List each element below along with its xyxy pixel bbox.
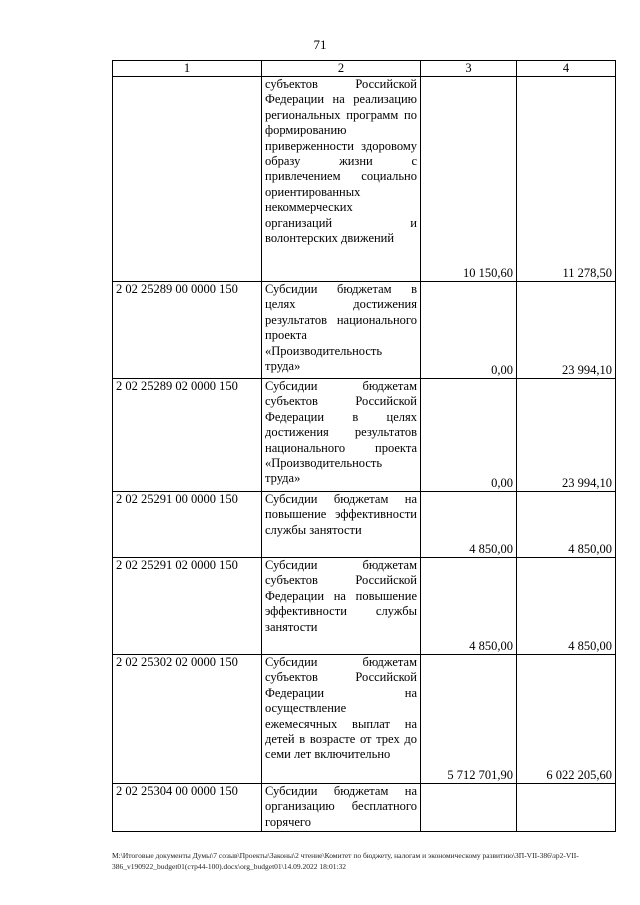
budget-code: 2 02 25304 00 0000 150 [113, 784, 262, 832]
row-description: субъектов Российской Федерации на реализацию региональных программ по формированию приверженности здоровому образу жизни с привлечением социально ориентированных некоммерческих организаций и волонтерских движений [262, 77, 421, 282]
amount-col4: 6 022 205,60 [517, 655, 616, 784]
column-header: 1 [113, 61, 262, 77]
amount-col3 [421, 784, 517, 832]
header-row [113, 61, 616, 77]
amount-col3: 5 712 701,90 [421, 655, 517, 784]
table-row [113, 492, 616, 558]
budget-code: 2 02 25289 02 0000 150 [113, 379, 262, 492]
row-description: Субсидии бюджетам на организацию бесплатного горячего [262, 784, 421, 832]
amount-col3: 4 850,00 [421, 558, 517, 655]
budget-table [112, 60, 616, 832]
budget-code: 2 02 25289 00 0000 150 [113, 282, 262, 379]
amount-col4: 4 850,00 [517, 558, 616, 655]
amount-col4: 23 994,10 [517, 379, 616, 492]
amount-col3: 4 850,00 [421, 492, 517, 558]
amount-col3: 0,00 [421, 282, 517, 379]
amount-col4: 11 278,50 [517, 77, 616, 282]
amount-col4: 4 850,00 [517, 492, 616, 558]
budget-code: 2 02 25291 00 0000 150 [113, 492, 262, 558]
row-description: Субсидии бюджетам в целях достижения результатов национального проекта «Производительность труда» [262, 282, 421, 379]
column-header: 3 [421, 61, 517, 77]
budget-code: 2 02 25291 02 0000 150 [113, 558, 262, 655]
column-header: 4 [517, 61, 616, 77]
table-row [113, 784, 616, 832]
table-row [113, 379, 616, 492]
table-row [113, 558, 616, 655]
row-description: Субсидии бюджетам субъектов Российской Федерации в целях достижения результатов национального проекта «Производительность труда» [262, 379, 421, 492]
budget-code [113, 77, 262, 282]
row-description: Субсидии бюджетам субъектов Российской Федерации на осуществление ежемесячных выплат на детей в возрасте от трех до семи лет включительно [262, 655, 421, 784]
amount-col3: 10 150,60 [421, 77, 517, 282]
table-row [113, 655, 616, 784]
column-header: 2 [262, 61, 421, 77]
row-description: Субсидии бюджетам субъектов Российской Федерации на повышение эффективности службы занятости [262, 558, 421, 655]
file-path-footer: M:\Итоговые документы Думы\7 созыв\Проекты\Законы\2 чтение\Комитет по бюджету, налогам и экономическому развитию\ЗП-VII-386\зр2-VII-386_v190922_budget01(стр44-100).docx\org_budget01\14.09.2022 18:01:32 [112, 851, 579, 871]
table-row [113, 77, 616, 282]
row-description: Субсидии бюджетам на повышение эффективности службы занятости [262, 492, 421, 558]
page-number: 71 [313, 37, 327, 52]
budget-code: 2 02 25302 02 0000 150 [113, 655, 262, 784]
amount-col3: 0,00 [421, 379, 517, 492]
amount-col4 [517, 784, 616, 832]
amount-col4: 23 994,10 [517, 282, 616, 379]
table-row [113, 282, 616, 379]
